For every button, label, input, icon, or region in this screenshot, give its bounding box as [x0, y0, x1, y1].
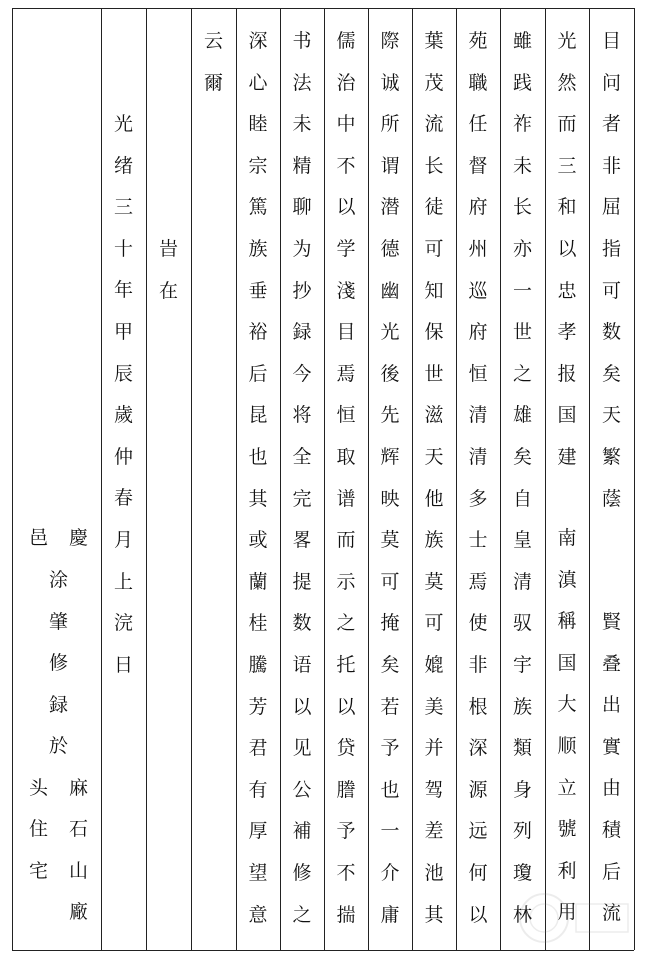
glyph: 大 [557, 693, 577, 716]
glyph: 报 [557, 362, 577, 385]
text-column [456, 8, 500, 950]
glyph: 焉 [468, 570, 488, 593]
right-border [634, 8, 635, 950]
glyph: 有 [248, 778, 268, 801]
glyph: 雄 [512, 404, 532, 427]
glyph: 以 [557, 238, 577, 260]
glyph: 使 [468, 612, 488, 635]
glyph: 辉 [380, 446, 400, 468]
glyph: 池 [424, 862, 444, 884]
glyph: 清 [468, 446, 488, 468]
glyph: 然 [557, 71, 577, 94]
text-column [236, 8, 280, 950]
glyph: 不 [336, 862, 356, 884]
column-text [456, 8, 500, 950]
glyph: 廠 [68, 901, 88, 924]
glyph: 光 [113, 113, 133, 135]
glyph: 今 [292, 362, 312, 385]
glyph: 完 [292, 487, 312, 510]
glyph: 天 [424, 446, 444, 468]
text-column [500, 8, 545, 950]
glyph: 蔭 [601, 487, 621, 510]
glyph: 抄 [292, 279, 312, 302]
glyph: 補 [292, 820, 312, 843]
glyph: 列 [512, 820, 532, 843]
glyph: 滋 [424, 404, 444, 427]
glyph: 以 [336, 695, 356, 718]
glyph: 孝 [557, 321, 577, 344]
signature-left-line [16, 8, 61, 950]
glyph: 绪 [113, 154, 133, 177]
glyph: 立 [557, 776, 577, 799]
glyph: 可 [380, 570, 400, 593]
glyph: 芳 [248, 695, 268, 718]
bottom-border [12, 950, 634, 951]
glyph: 深 [248, 30, 268, 52]
glyph: 皇 [512, 529, 532, 552]
text-column [324, 8, 368, 950]
glyph: 石 [68, 818, 88, 841]
glyph: 流 [424, 113, 444, 136]
glyph: 问 [601, 71, 621, 94]
glyph: 莫 [380, 529, 400, 552]
glyph: 知 [424, 279, 444, 302]
glyph: 涂 [48, 569, 68, 591]
glyph: 取 [336, 446, 356, 468]
glyph: 桂 [248, 612, 268, 635]
glyph: 修 [292, 862, 312, 884]
glyph: 不 [336, 154, 356, 177]
column-text [500, 8, 545, 950]
glyph: 徒 [424, 196, 444, 219]
glyph: 焉 [336, 362, 356, 385]
glyph: 国 [557, 404, 577, 427]
glyph: 滇 [557, 568, 577, 591]
glyph: 可 [424, 612, 444, 635]
glyph: 仲 [113, 445, 133, 468]
glyph: 旹 [158, 238, 178, 260]
glyph: 践 [512, 71, 532, 94]
glyph: 年 [113, 279, 133, 302]
glyph: 麻 [68, 776, 88, 799]
glyph: 君 [248, 737, 268, 760]
glyph: 远 [468, 820, 488, 843]
glyph: 月 [113, 529, 133, 551]
glyph: 光 [557, 30, 577, 52]
glyph: 族 [424, 529, 444, 552]
glyph: 厚 [248, 820, 268, 843]
glyph: 顺 [557, 735, 577, 757]
glyph: 若 [380, 695, 400, 718]
glyph: 庸 [380, 903, 400, 926]
glyph: 非 [468, 654, 488, 676]
glyph: 修 [48, 652, 68, 675]
glyph: 差 [424, 820, 444, 843]
glyph: 根 [468, 695, 488, 718]
glyph: 长 [424, 154, 444, 177]
glyph: 府 [468, 321, 488, 344]
glyph: 驭 [512, 612, 532, 635]
glyph: 也 [248, 446, 268, 468]
glyph: 瓊 [512, 862, 532, 884]
glyph: 之 [512, 362, 532, 385]
glyph: 任 [468, 113, 488, 136]
glyph: 實 [601, 735, 621, 758]
glyph: 天 [601, 404, 621, 427]
glyph: 自 [512, 487, 532, 510]
glyph: 積 [601, 819, 621, 841]
glyph: 一 [512, 279, 532, 302]
glyph: 州 [468, 238, 488, 260]
glyph: 族 [248, 238, 268, 260]
column-text [236, 8, 280, 950]
glyph: 睦 [248, 113, 268, 136]
glyph: 可 [424, 238, 444, 260]
glyph: 媲 [424, 654, 444, 676]
glyph: 屈 [601, 196, 621, 219]
glyph: 矣 [601, 362, 621, 385]
glyph: 繁 [601, 446, 621, 468]
glyph: 類 [512, 737, 532, 760]
glyph: 未 [292, 113, 312, 136]
glyph: 诚 [380, 71, 400, 94]
glyph: 谱 [336, 487, 356, 510]
glyph: 恒 [336, 404, 356, 427]
glyph: 掩 [380, 612, 400, 635]
glyph: 建 [557, 446, 577, 468]
glyph: 林 [512, 903, 532, 926]
glyph: 南 [557, 527, 577, 549]
glyph: 賢 [601, 611, 621, 633]
signature-text [16, 8, 61, 950]
glyph: 所 [380, 113, 400, 136]
glyph: 驾 [424, 778, 444, 801]
glyph: 淺 [336, 279, 356, 302]
glyph: 书 [292, 30, 312, 52]
glyph: 德 [380, 238, 400, 260]
glyph: 春 [113, 487, 133, 510]
glyph: 国 [557, 651, 577, 674]
text-column [280, 8, 324, 950]
glyph: 畧 [292, 529, 312, 552]
glyph: 號 [557, 818, 577, 841]
glyph: 十 [113, 237, 133, 260]
glyph: 他 [424, 487, 444, 510]
glyph: 爾 [203, 71, 223, 94]
text-column [589, 8, 634, 950]
glyph: 美 [424, 695, 444, 718]
glyph: 深 [468, 737, 488, 760]
glyph: 学 [336, 238, 356, 260]
glyph: 后 [601, 860, 621, 883]
glyph: 録 [292, 321, 312, 344]
glyph: 莫 [424, 570, 444, 593]
glyph: 甲 [113, 321, 133, 343]
glyph: 一 [380, 820, 400, 843]
glyph: 长 [512, 196, 532, 219]
glyph: 由 [601, 777, 621, 800]
glyph: 予 [336, 820, 356, 843]
glyph: 三 [557, 154, 577, 177]
glyph: 昆 [248, 404, 268, 427]
glyph: 后 [248, 362, 268, 385]
glyph: 之 [336, 612, 356, 635]
glyph: 矣 [512, 446, 532, 468]
glyph: 语 [292, 654, 312, 676]
glyph: 垂 [248, 279, 268, 302]
glyph: 於 [48, 735, 68, 758]
glyph: 蘭 [248, 570, 268, 593]
glyph: 巡 [468, 279, 488, 302]
column-bottom-text [589, 8, 634, 950]
glyph: 流 [601, 902, 621, 925]
glyph: 望 [248, 862, 268, 884]
glyph: 儒 [336, 30, 356, 52]
glyph: 清 [512, 570, 532, 593]
glyph: 際 [380, 30, 400, 52]
date-text [101, 8, 146, 950]
glyph: 族 [512, 695, 532, 718]
glyph: 矣 [380, 654, 400, 676]
glyph: 治 [336, 71, 356, 94]
glyph: 也 [380, 778, 400, 801]
column-text [368, 8, 412, 950]
text-column [146, 8, 191, 950]
glyph: 以 [468, 903, 488, 926]
glyph: 未 [512, 154, 532, 177]
glyph: 贷 [336, 737, 356, 760]
text-column [368, 8, 412, 950]
glyph: 以 [292, 695, 312, 718]
glyph: 中 [336, 113, 356, 136]
glyph: 目 [336, 321, 356, 344]
glyph: 宇 [512, 654, 532, 676]
glyph: 謄 [336, 778, 356, 801]
glyph: 其 [248, 487, 268, 510]
glyph: 歲 [113, 404, 133, 427]
text-column [545, 8, 589, 950]
column-text [146, 8, 191, 950]
glyph: 後 [380, 362, 400, 385]
glyph: 苑 [468, 30, 488, 52]
glyph: 出 [601, 694, 621, 717]
glyph: 提 [292, 570, 312, 593]
glyph: 目 [601, 30, 621, 52]
glyph: 公 [292, 778, 312, 801]
glyph: 非 [601, 154, 621, 177]
glyph: 揣 [336, 903, 356, 926]
glyph: 邑 [28, 527, 48, 549]
glyph: 裕 [248, 321, 268, 344]
watermark-seal-icon [514, 888, 634, 948]
glyph: 稱 [557, 610, 577, 633]
glyph: 慶 [68, 527, 88, 549]
glyph: 茂 [424, 71, 444, 94]
glyph: 恒 [468, 362, 488, 385]
glyph: 日 [113, 653, 133, 676]
glyph: 精 [292, 154, 312, 177]
glyph: 可 [601, 279, 621, 302]
glyph: 心 [248, 71, 268, 94]
glyph: 光 [380, 321, 400, 344]
glyph: 何 [468, 862, 488, 884]
glyph: 将 [292, 404, 312, 427]
glyph: 之 [292, 903, 312, 926]
glyph: 全 [292, 446, 312, 468]
glyph: 并 [424, 737, 444, 760]
glyph: 上 [113, 570, 133, 593]
glyph: 身 [512, 778, 532, 801]
glyph: 宅 [28, 859, 48, 882]
glyph: 数 [292, 612, 312, 635]
glyph: 職 [468, 71, 488, 94]
glyph: 肇 [48, 610, 68, 633]
glyph: 潜 [380, 196, 400, 219]
glyph: 或 [248, 529, 268, 552]
glyph: 祚 [512, 113, 532, 136]
glyph: 数 [601, 321, 621, 344]
glyph: 雖 [512, 30, 532, 52]
column-text [191, 8, 236, 950]
glyph: 世 [512, 321, 532, 344]
glyph: 意 [248, 903, 268, 926]
glyph: 头 [28, 776, 48, 799]
glyph: 示 [336, 570, 356, 593]
glyph: 指 [601, 238, 621, 260]
glyph: 介 [380, 862, 400, 884]
glyph: 葉 [424, 30, 444, 52]
glyph: 幽 [380, 279, 400, 302]
glyph: 见 [292, 737, 312, 760]
glyph: 清 [468, 404, 488, 427]
glyph: 托 [336, 654, 356, 676]
text-column [412, 8, 456, 950]
glyph: 住 [28, 818, 48, 841]
glyph: 辰 [113, 362, 133, 385]
glyph: 忠 [557, 279, 577, 302]
column-bottom-text [545, 8, 589, 950]
glyph: 源 [468, 778, 488, 801]
glyph: 而 [557, 113, 577, 136]
left-border [12, 8, 13, 950]
glyph: 録 [48, 693, 68, 716]
glyph: 和 [557, 196, 577, 219]
glyph: 谓 [380, 154, 400, 177]
glyph: 保 [424, 321, 444, 344]
glyph: 为 [292, 238, 312, 260]
glyph: 用 [557, 901, 577, 924]
glyph: 者 [601, 113, 621, 136]
column-text [280, 8, 324, 950]
glyph: 山 [68, 859, 88, 882]
glyph: 其 [424, 903, 444, 926]
glyph: 亦 [512, 238, 532, 260]
text-column [191, 8, 236, 950]
glyph: 云 [203, 30, 223, 52]
column-text [324, 8, 368, 950]
glyph: 利 [557, 859, 577, 882]
glyph: 騰 [248, 654, 268, 676]
glyph: 法 [292, 71, 312, 94]
glyph: 在 [158, 279, 178, 302]
glyph: 府 [468, 196, 488, 219]
glyph: 以 [336, 196, 356, 219]
glyph: 而 [336, 529, 356, 552]
glyph: 篤 [248, 196, 268, 219]
glyph: 聊 [292, 196, 312, 219]
column-text [412, 8, 456, 950]
glyph: 士 [468, 529, 488, 552]
glyph: 督 [468, 154, 488, 177]
glyph: 世 [424, 362, 444, 385]
glyph: 浣 [113, 612, 133, 635]
glyph: 三 [113, 196, 133, 219]
glyph: 宗 [248, 154, 268, 177]
date-column [101, 8, 146, 950]
glyph: 予 [380, 737, 400, 760]
glyph: 多 [468, 487, 488, 510]
glyph: 叠 [601, 652, 621, 675]
glyph: 先 [380, 404, 400, 427]
glyph: 映 [380, 487, 400, 510]
